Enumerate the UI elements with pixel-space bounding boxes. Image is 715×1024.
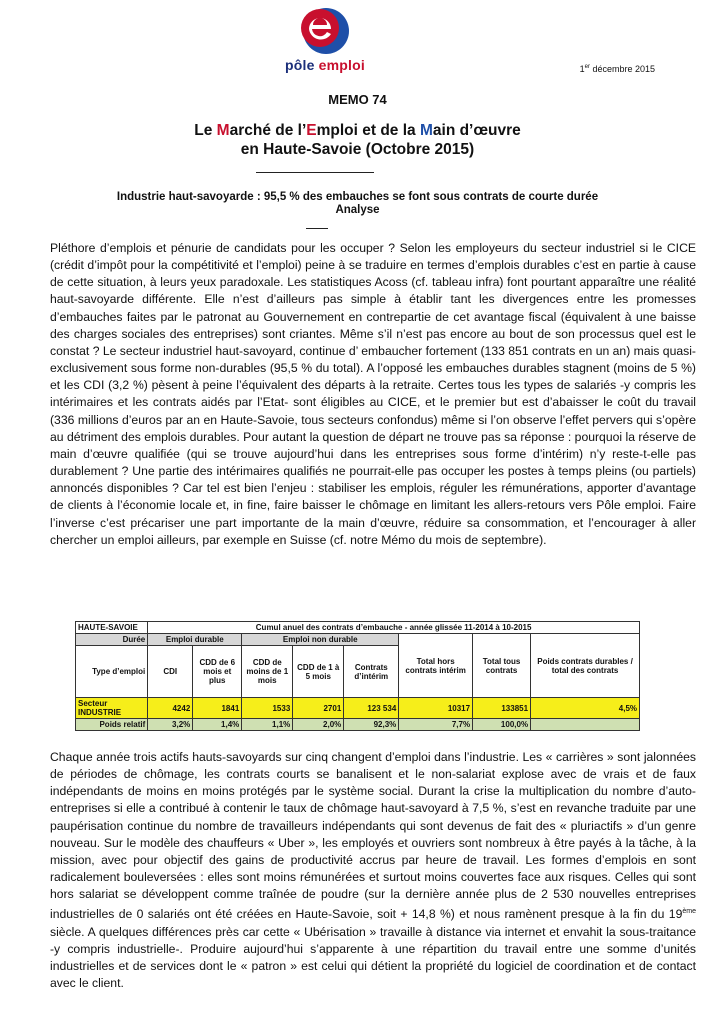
table-non-durable-header: Emploi non durable <box>242 634 399 646</box>
pole-emploi-logo-icon <box>296 6 354 56</box>
table-col-cdd1: CDD de moins de 1 mois <box>242 646 293 698</box>
table-cell <box>531 719 640 731</box>
table-cell: 3,2% <box>148 719 193 731</box>
table-cell: 10317 <box>399 698 473 719</box>
table-row-label: Secteur INDUSTRIE <box>76 698 148 719</box>
subtitle-divider <box>306 228 328 229</box>
page-title: Le Marché de l’Emploi et de la Main d’œuvre <box>194 122 521 139</box>
body-paragraph-1: Pléthore d’emplois et pénurie de candidats pour les occuper ? Selon les employeurs du secteur industriel si le CICE (crédit d’impôt pour la compétitivité et l’emploi) peine à se traduire en termes d’emplois durables c’est en partie à cause de cette situation, à leurs yeux paradoxale. Les statistiques Acoss (cf. tableau infra) font pourtant apparaître une réalité haut-savoyarde différente. Elle n’est d’ailleurs pas simple à établir tant les divergences entre les promesses d’embauches faites par le patronat au Gouvernement en contrepartie de cet avantage fiscal (équivalent à une baisse des charges sociales des entreprises) sont criantes. Même s’il n’est pas encore au bout de son processus quel est le constat ? Le secteur industriel haut-savoyard, continue d’ embaucher fortement (133 851 contrats en un an) mais quasi-exclusivement sous forme non-durables (95,5 % du total). A l’opposé les embauches durables stagnent (moins de 5 %) et les CDI (3,2 %) pèsent à peine l’équivalent des départs à la retraite. Certes tous les types de salariés -y compris les intérimaires et les contrats aidés par l’Etat- sont éligibles au CICE, et le premier but est d’abaisser le coût du travail (336 millions d’euros par an en Haute-Savoie, tous secteurs confondus) même si l’on observe l’effet pervers qui s’opère au détriment des emplois durables. Pour autant la question de départ ne trouve pas sa réponse : pourquoi la réserve de main d’œuvre qualifiée (qui se trouve aujourd’hui dans les entreprises sous forme d’intérim) n’y reste-t-elle pas durablement ? Une partie des intérimaires qualifiés ne pourrait-elle pas occuper les postes à temps pleins (ou partiels) annoncés disponibles ? Car tel est bien l’enjeu : stabiliser les emplois, réguler les rémunérations, apporter d’avantage de clients à l’économie locale et, in fine, faire baisser le chômage en limitant les allers-retours vers Pôle emploi. Faire l’inverse c’est précariser une part importante de la main d’œuvre, réduire sa consommation, et l’encourager à aller chercher un emploi ailleurs, par exemple en Suisse (cf. notre Mémo du mois de septembre). <box>50 241 696 547</box>
table-cell: 1,4% <box>193 719 242 731</box>
brand-name: pôle emploi <box>285 57 365 73</box>
table-row-label: Poids relatif <box>76 719 148 731</box>
page-title-line2: en Haute-Savoie (Octobre 2015) <box>240 141 475 158</box>
table-region: HAUTE-SAVOIE <box>76 622 148 634</box>
memo-number: MEMO 74 <box>328 92 387 107</box>
table-col-cdd6: CDD de 6 mois et plus <box>193 646 242 698</box>
table-type-label: Type d’emploi <box>76 646 148 698</box>
table-cell: 1,1% <box>242 719 293 731</box>
table-cell: 7,7% <box>399 719 473 731</box>
body-paragraph-2: Chaque année trois actifs hauts-savoyards sur cinq changent d’emploi dans l’industrie. Les « carrières » sont jalonnées de périodes de chômage, les contrats courts se banalisent et le non-salariat explose avec de vrais et de faux indépendants de moins en moins protégés par le système social. Durant la crise la multiplication du nombre d’auto-entreprises si elle a contribué à contenir le taux de chômage haut-savoyard à 7,5 %, s’est en revanche traduite par une paupérisation continue du nombre de travailleurs indépendants qui sont devenus de fait des « pluriactifs » d’un genre nouveau. Sur le modèle des chauffeurs « Uber », les employés et ouvriers sont nombreux à être payés à la tâche, à la mission, avec pour objectif des gains de productivité accrus par heure de travail. Les formes d’emplois en sont radicalement bouleversées : elles sont moins rémunérées et surtout moins couvertes face aux risques. Celles qui sont hors salariat se développent comme traînée de poudre (sur la dernière année plus de 2 530 nouvelles entreprises industrielles de 0 salariés ont été créées en Haute-Savoie, soit + 14,8 %) et nous ramènent presque à la fin du 19ème siècle. A quelques différences près car cette « Ubérisation » travaille à distance via internet et envahit la sous-traitance -y compris industrielle-. Produire aujourd’hui s’apparente à une répartition du travail entre une somme d’unités industrielles et de services dont le « patron » est celui qui détient la propriété du logiciel de coordination et de contact avec le client. <box>50 750 696 991</box>
table-row <box>76 698 640 719</box>
table-col-cdd15: CDD de 1 à 5 mois <box>293 646 344 698</box>
table-col-total: Total tous contrats <box>473 634 531 698</box>
table-col-total-hors: Total hors contrats intérim <box>399 634 473 698</box>
table-cell: 4242 <box>148 698 193 719</box>
memo-date: 1er décembre 2015 <box>579 64 655 74</box>
table-row <box>76 719 640 731</box>
table-cell: 100,0% <box>473 719 531 731</box>
table-col-interim: Contrats d’intérim <box>344 646 399 698</box>
table-cell: 92,3% <box>344 719 399 731</box>
table-col-cdi: CDI <box>148 646 193 698</box>
title-divider <box>256 172 374 173</box>
table-cell: 123 534 <box>344 698 399 719</box>
table-durable-header: Emploi durable <box>148 634 242 646</box>
table-cell: 4,5% <box>531 698 640 719</box>
table-cell: 1533 <box>242 698 293 719</box>
table-caption: Cumul anuel des contrats d’embauche - année glissée 11-2014 à 10-2015 <box>148 622 640 634</box>
table-cell: 2701 <box>293 698 344 719</box>
contracts-table <box>75 621 640 731</box>
subtitle-analyse: Analyse <box>335 204 380 216</box>
pole-emploi-logo <box>270 6 380 76</box>
subtitle: Industrie haut-savoyarde : 95,5 % des embauches se font sous contrats de courte durée <box>116 191 599 203</box>
table-cell: 1841 <box>193 698 242 719</box>
table-cell: 133851 <box>473 698 531 719</box>
table-duree-label: Durée <box>76 634 148 646</box>
table-cell: 2,0% <box>293 719 344 731</box>
table-col-poids: Poids contrats durables / total des contrats <box>531 634 640 698</box>
